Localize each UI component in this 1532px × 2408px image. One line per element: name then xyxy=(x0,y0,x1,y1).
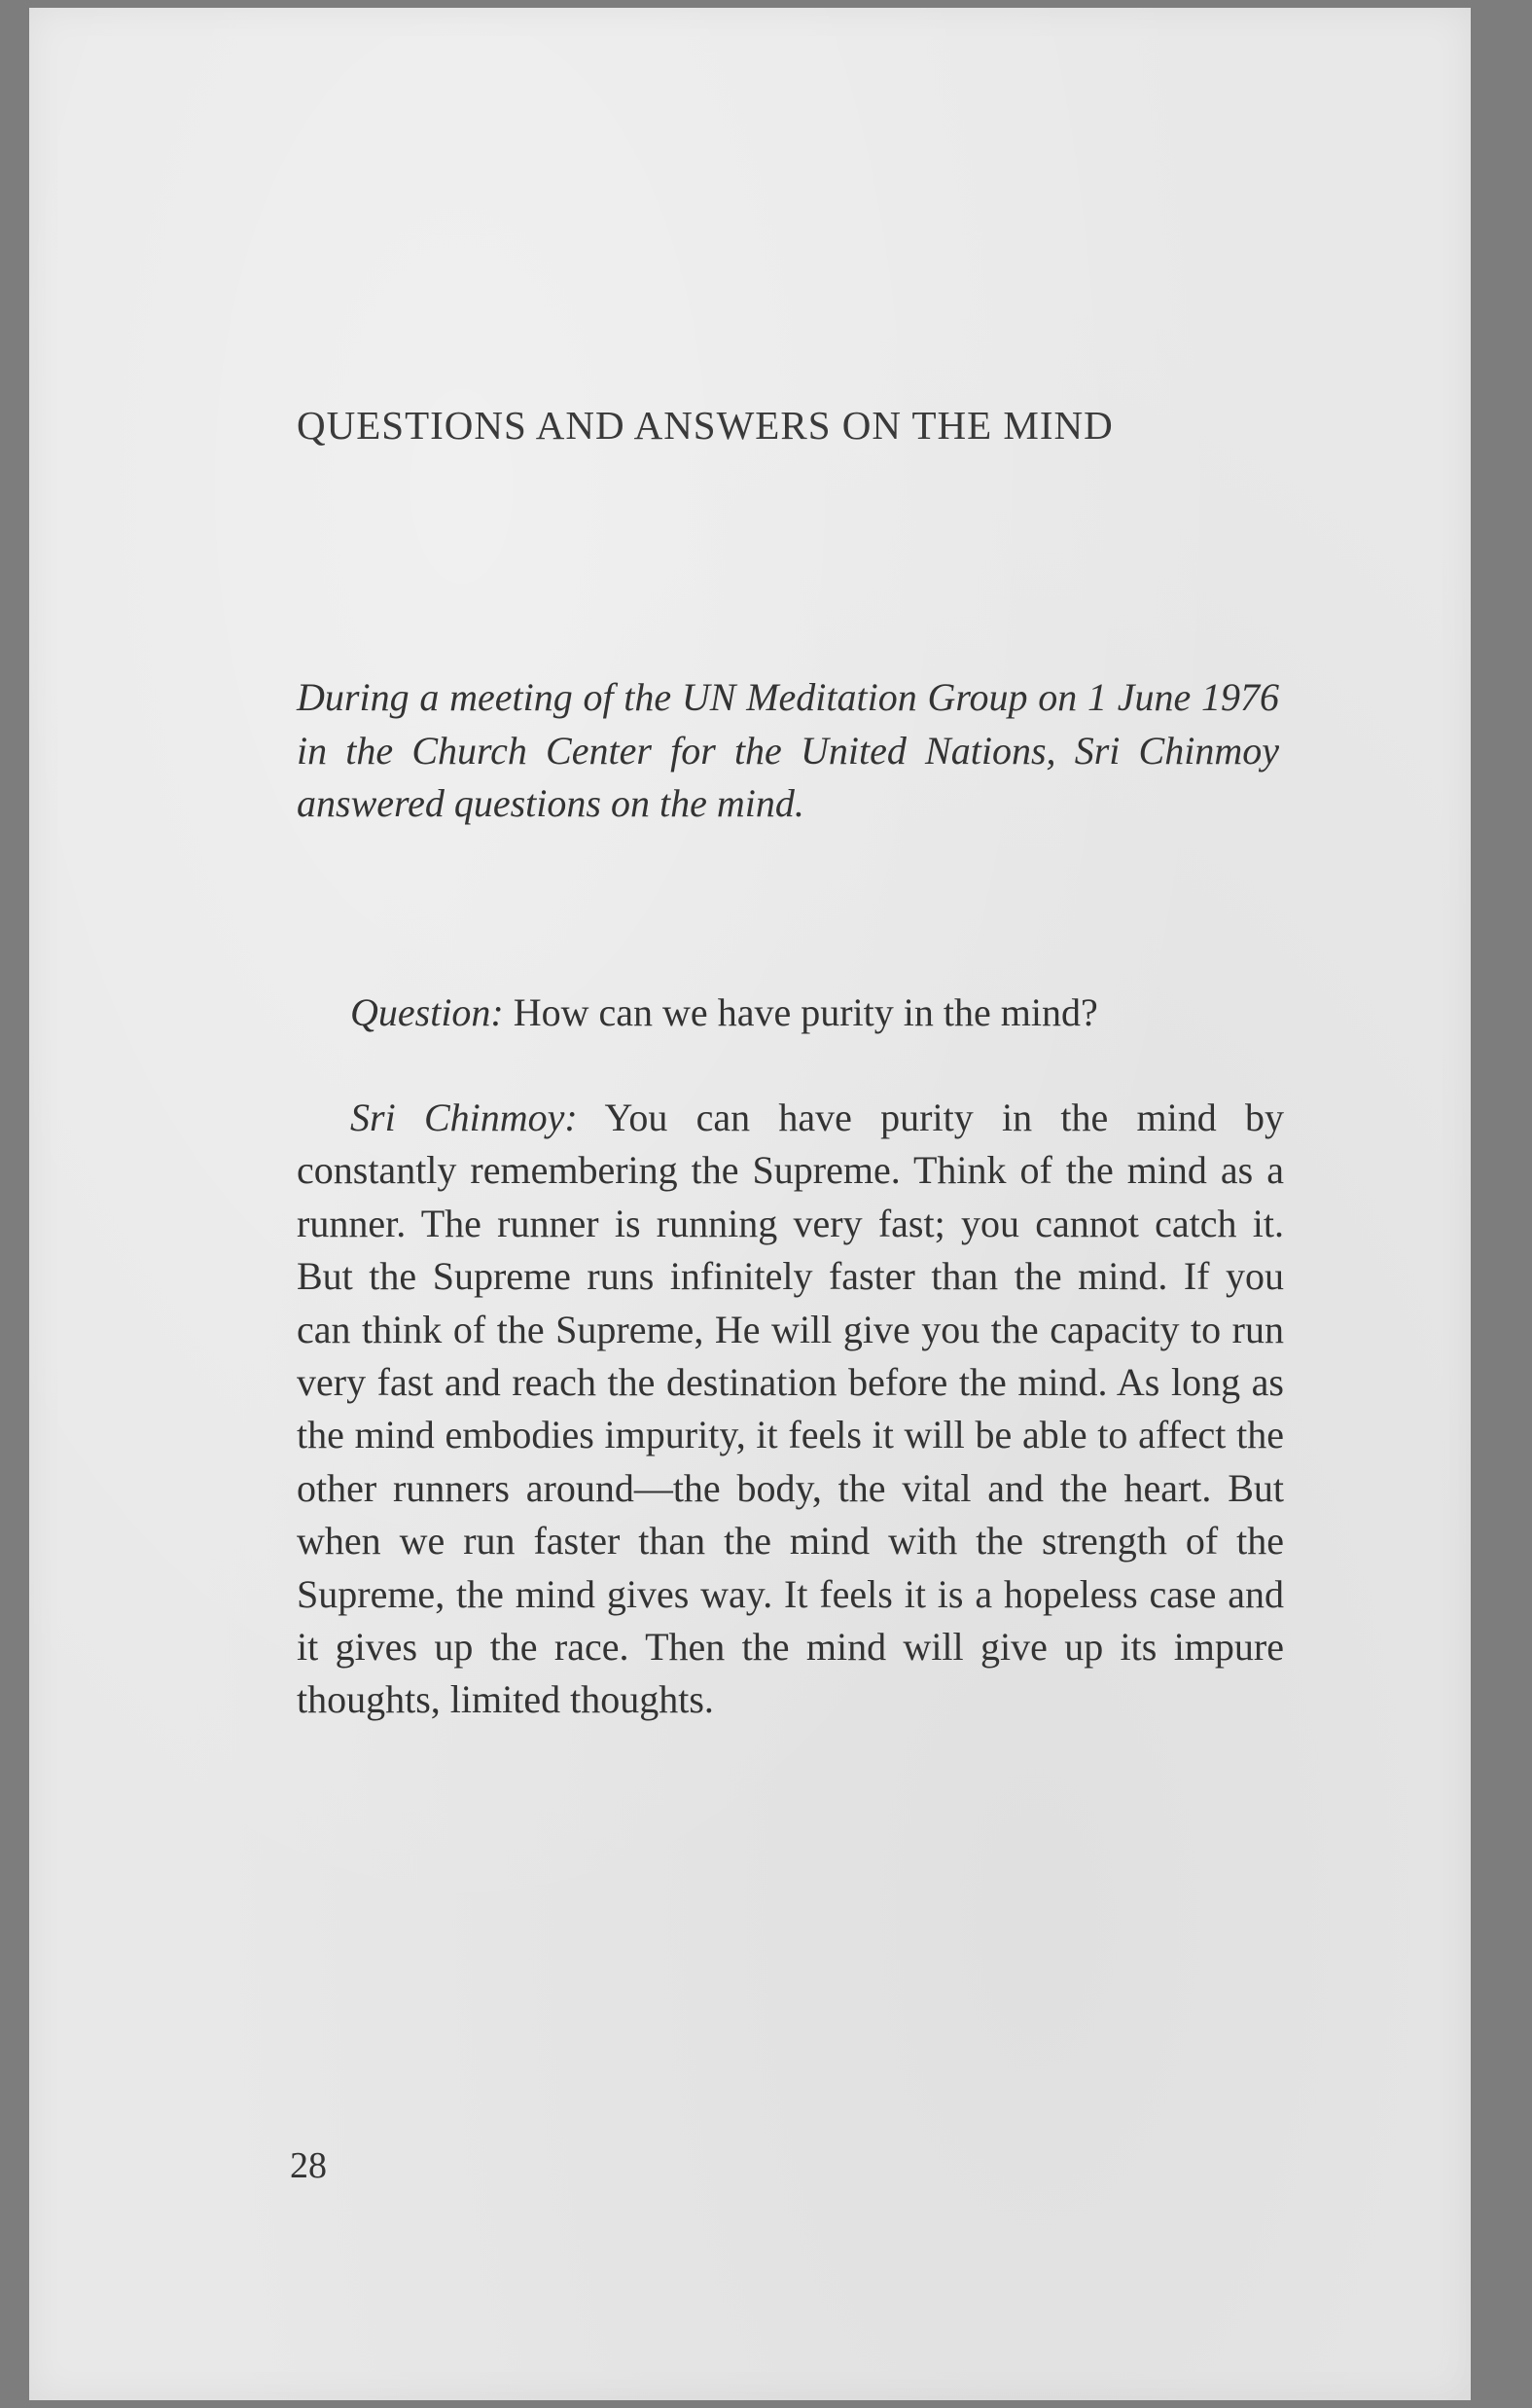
answer-paragraph xyxy=(297,1092,1284,1727)
answer-label: Sri Chinmoy: xyxy=(350,1096,578,1139)
question-label: Question: xyxy=(350,990,504,1034)
question-paragraph xyxy=(297,987,1279,1039)
answer-text: You can have purity in the mind by constantly remembering the Supreme. Think of the mind as a runner. The runner is running very fast; you cannot catch it. But the Supreme runs infinitely faster than the mind. If you can think of the Supreme, He will give you the capacity to run very fast and reach the destination before the mind. As long as the mind embodies impurity, it feels it will be able to affect the other runners around—the body, the vital and the heart. But when we run faster than the mind with the strength of the Supreme, the mind gives way. It feels it is a hopeless case and it gives up the race. Then the mind will give up its impure thoughts, limited thoughts. xyxy=(297,1096,1284,1722)
intro-paragraph: During a meeting of the UN Meditation Group on 1 June 1976 in the Church Center for the United Nations, Sri Chinmoy answered questions on the mind. xyxy=(297,675,1279,825)
book-page xyxy=(29,8,1471,2400)
chapter-title: QUESTIONS AND ANSWERS ON THE MIND xyxy=(297,403,1114,448)
page-number: 28 xyxy=(290,2145,327,2186)
question-text: How can we have purity in the mind? xyxy=(503,990,1098,1034)
